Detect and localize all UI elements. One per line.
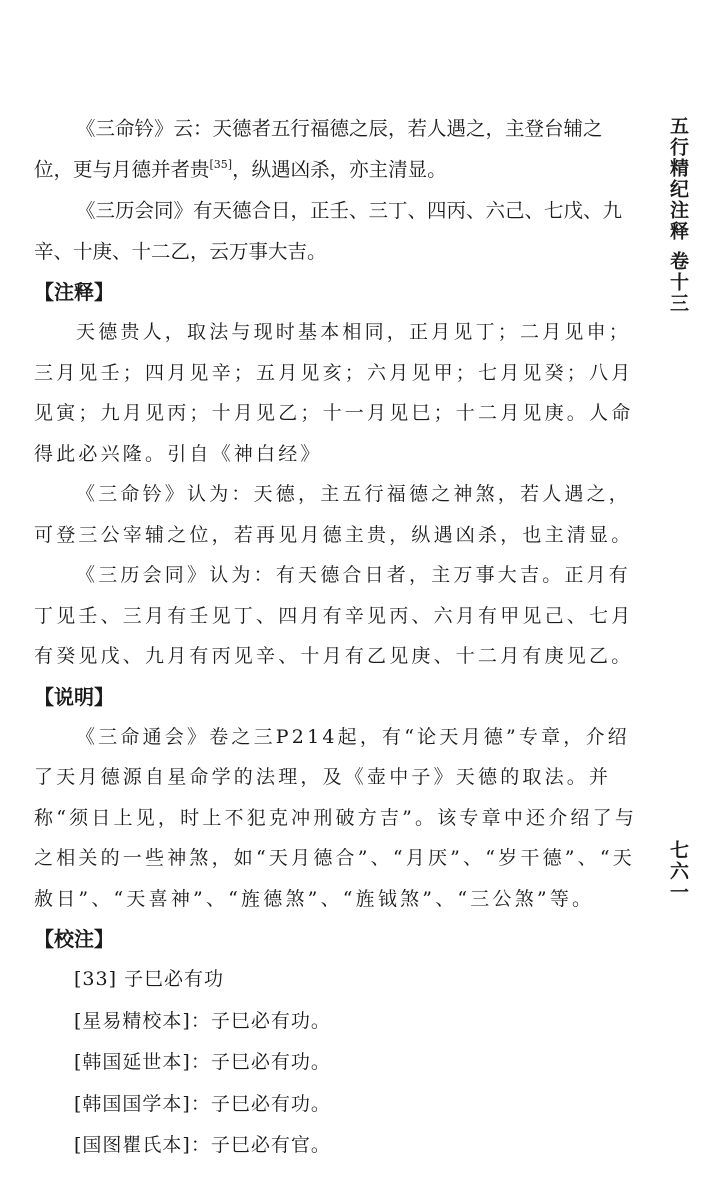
annotation-paragraph: 天德贵人，取法与现时基本相同，正月见丁；二月见申；三月见壬；四月见辛；五月见亥；六月见甲；七月见癸；八月见寅；九月见丙；十月见乙；十一月见巳；十二月见庚。人命得此必兴隆。引自《神白经》 bbox=[34, 321, 634, 465]
collation-line: [国图瞿氏本]：子巳必有官。 bbox=[74, 1134, 331, 1156]
explanation-paragraph: 《三命通会》卷之三P214起，有“论天月德”专章，介绍了天月德源自星命学的法理，及《壶中子》天德的取法。并称“须日上见，时上不犯克冲刑破方吉”。该专章中还介绍了与之相关的一些神煞，如“天月德合”、“月厌”、“岁干德”、“天赦日”、“天喜神”、“旌德煞”、“旌钺煞”、“三公煞”等。 bbox=[34, 725, 638, 910]
original-text-paragraph bbox=[34, 108, 639, 190]
section-heading-shuoming: 【 说明 】 bbox=[34, 677, 639, 717]
page-number: 七六一 bbox=[667, 840, 689, 903]
collation-line: [韩国延世本]：子巳必有功。 bbox=[74, 1051, 331, 1073]
annotation-paragraph: 《三命钤》认为：天德，主五行福德之神煞，若人遇之，可登三公宰辅之位，若再见月德主贵，纵遇凶杀，也主清显。 bbox=[34, 483, 634, 546]
original-text-paragraph: 《三历会同》有天德合日，正壬、三丁、四丙、六己、七戊、九辛、十庚、十二乙，云万事大吉。 bbox=[34, 199, 623, 263]
collation-line: [星易精校本]：子巳必有功。 bbox=[74, 1009, 331, 1032]
running-title: 五行精纪注释 卷十三 bbox=[667, 116, 689, 314]
main-text-block bbox=[34, 108, 639, 1167]
section-heading-zhushi: 【 注释 】 bbox=[34, 272, 639, 312]
original-text-part: 《三命钤》云：天德者五行福德之辰，若人遇之，主登台辅之位，更与月德并者贵 bbox=[34, 117, 603, 181]
footnote-reference: [35] bbox=[209, 158, 233, 171]
section-heading-jiaozhu: 【 校注 】 bbox=[34, 919, 639, 959]
original-text-part: ，纵遇凶杀，亦主清显。 bbox=[232, 158, 447, 181]
collation-line: [33] 子巳必有功 bbox=[74, 968, 225, 990]
annotation-paragraph: 《三历会同》认为：有天德合日者，主万事大吉。正月有丁见壬、三月有壬见丁、四月有辛见丙、六月有甲见己、七月有癸见戊、九月有丙见辛、十月有乙见庚、十二月有庚见乙。 bbox=[34, 564, 634, 667]
collation-line: [韩国国学本]：子巳必有功。 bbox=[74, 1092, 331, 1115]
